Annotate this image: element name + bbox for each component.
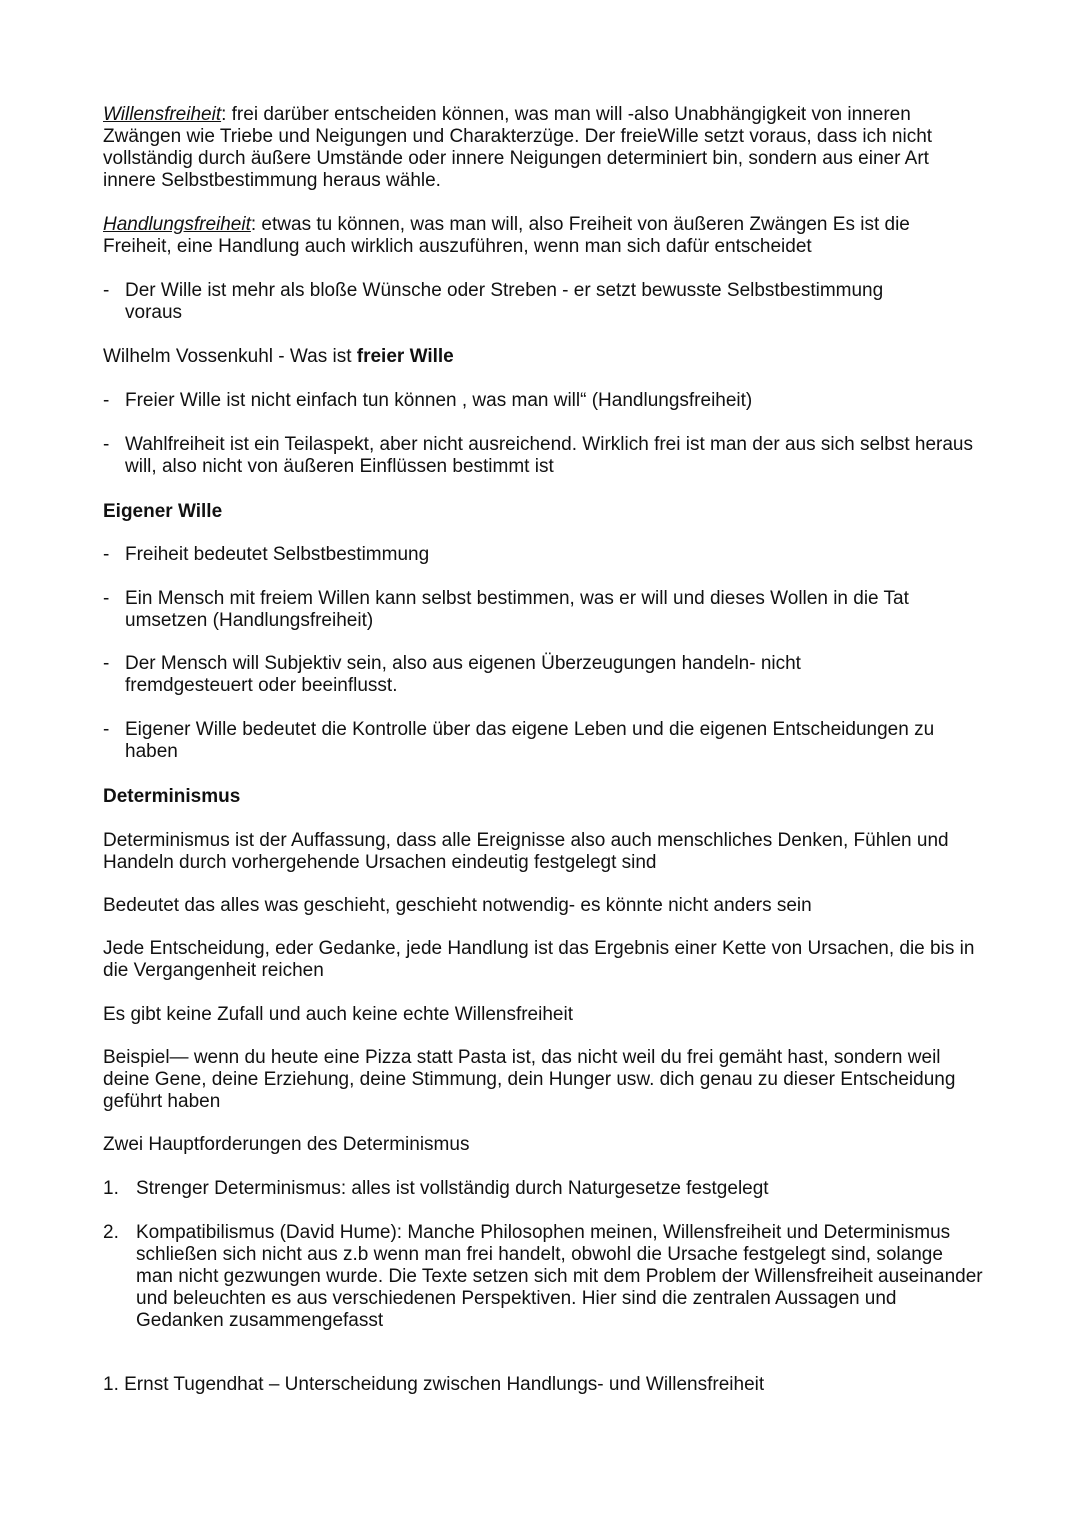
heading-prefix: Wilhelm Vossenkuhl - Was ist [103, 346, 357, 367]
paragraph: Zwei Hauptforderungen des Determinismus [103, 1134, 470, 1155]
item-text: Strenger Determinismus: alles ist vollständig durch Naturgesetze festgelegt [136, 1178, 769, 1199]
bullet-text: Der Mensch will Subjektiv sein, also aus eigenen Überzeugungen handeln- nicht fremdgesteuert oder beeinflusst. [125, 653, 801, 696]
bullet-item [103, 280, 925, 324]
bullet-marker: - [103, 588, 110, 609]
bullet-marker: - [103, 390, 110, 411]
item-number: 1. [103, 1178, 119, 1199]
item-number: 2. [103, 1222, 119, 1243]
bullet-text: Wahlfreiheit ist ein Teilaspekt, aber nicht ausreichend. Wirklich frei ist man der aus sich selbst heraus will, also nicht von äußeren Einflüssen bestimmt ist [125, 434, 973, 477]
paragraph: Determinismus ist der Auffassung, dass alle Ereignisse also auch menschliches Denken, Fühlen und Handeln durch vorhergehende Ursachen eindeutig festgelegt sind [103, 830, 949, 873]
paragraph: Es gibt keine Zufall und auch keine echte Willensfreiheit [103, 1004, 573, 1025]
bullet-marker: - [103, 653, 110, 674]
heading-text: Determinismus [103, 786, 241, 807]
bullet-text: Freiheit bedeutet Selbstbestimmung [125, 544, 430, 565]
bullet-marker: - [103, 434, 110, 455]
bullet-item [103, 719, 983, 763]
bullet-marker: - [103, 280, 110, 301]
definition-willensfreiheit [103, 104, 983, 192]
bullet-text: Freier Wille ist nicht einfach tun können , was man will“ (Handlungsfreiheit) [125, 390, 753, 411]
paragraph: Jede Entscheidung, eder Gedanke, jede Handlung ist das Ergebnis einer Kette von Ursachen, die bis in die Vergangenheit reichen [103, 938, 975, 981]
item-text: Kompatibilismus (David Hume): Manche Philosophen meinen, Willensfreiheit und Determinismus schließen sich nicht aus z.b wenn man frei handelt, obwohl die Ursache festgelegt sind, solange man nicht gezwungen wurde. Die Texte setzen sich mit dem Problem der Willensfreiheit auseinander und beleuchten es aus verschiedenen Perspektiven. Hier sind die zentralen Aussagen und Gedanken zusammengefasst [136, 1222, 983, 1331]
heading-text: Eigener Wille [103, 501, 223, 522]
bullet-item [103, 544, 983, 566]
bullet-item [103, 653, 855, 697]
bullet-item [103, 434, 983, 478]
definition-text: : etwas tu können, was man will, also Freiheit von äußeren Zwängen Es ist die Freiheit, eine Handlung auch wirklich auszuführen, wenn man sich dafür entscheidet [103, 214, 910, 257]
section-heading-vossenkuhl [103, 346, 983, 368]
bullet-item [103, 588, 965, 632]
bullet-text: Eigener Wille bedeutet die Kontrolle über das eigene Leben und die eigenen Entscheidungen zu haben [125, 719, 935, 762]
bullet-text: Der Wille ist mehr als bloße Wünsche oder Streben - er setzt bewusste Selbstbestimmung voraus [125, 280, 884, 323]
bullet-marker: - [103, 544, 110, 565]
bullet-marker: - [103, 719, 110, 740]
definition-text: : frei darüber entscheiden können, was man will -also Unabhängigkeit von inneren Zwängen wie Triebe und Neigungen und Charakterzüge. Der freieWille setzt voraus, dass ich nicht vollständig durch äußere Umstände oder innere Neigungen determiniert bin, sondern aus einer Art innere Selbstbestimmung heraus wähle. [103, 104, 933, 191]
bullet-item [103, 390, 983, 412]
numbered-item [103, 1222, 983, 1332]
definition-handlungsfreiheit [103, 214, 983, 258]
paragraph: Beispiel— wenn du heute eine Pizza statt Pasta ist, das nicht weil du frei gemäht hast, sondern weil deine Gene, deine Erziehung, deine Stimmung, dein Hunger usw. dich genau zu dieser Entscheidung geführt haben [103, 1047, 956, 1112]
numbered-item [103, 1178, 983, 1200]
section-heading-determinismus [103, 786, 983, 808]
section-heading-eigener-wille [103, 501, 983, 523]
term: Willensfreiheit [103, 104, 222, 125]
term: Handlungsfreiheit [103, 214, 251, 235]
heading-bold: freier Wille [356, 346, 454, 367]
bullet-text: Ein Mensch mit freiem Willen kann selbst bestimmen, was er will und dieses Wollen in die Tat umsetzen (Handlungsfreiheit) [125, 588, 909, 631]
paragraph: Bedeutet das alles was geschieht, geschieht notwendig- es könnte nicht anders sein [103, 895, 812, 916]
section-heading-tugendhat: 1. Ernst Tugendhat – Unterscheidung zwischen Handlungs- und Willensfreiheit [103, 1374, 765, 1395]
